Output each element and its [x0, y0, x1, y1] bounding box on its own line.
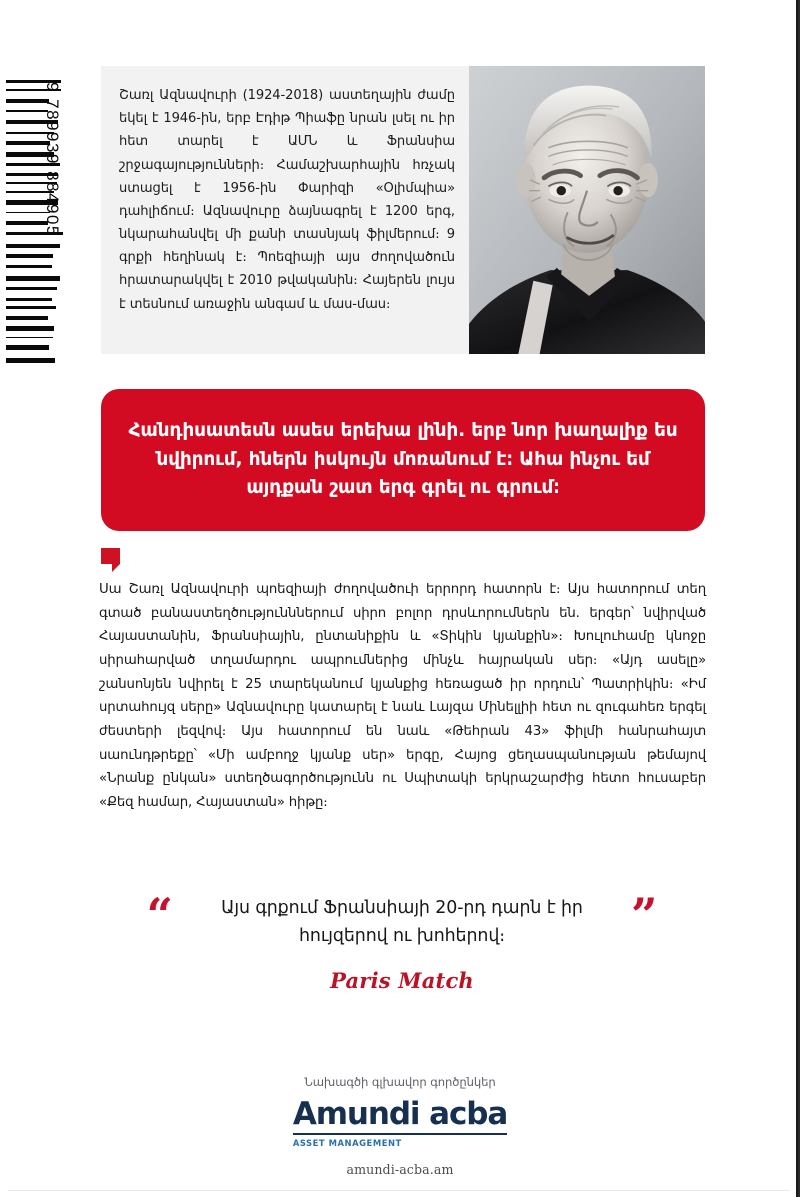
pullquote-text: Այս գրքում Ֆրանսիայի 20-րդ դարն է իր հույզերով ու խոհերով։ — [221, 898, 583, 946]
author-bio-panel — [101, 66, 705, 354]
sponsor-logo — [293, 1098, 507, 1148]
press-pullquote — [100, 888, 704, 993]
speech-bubble-tail — [112, 564, 120, 572]
sponsor-block — [0, 1075, 800, 1177]
pullquote-row — [100, 888, 704, 950]
quote-open-icon: “ — [146, 888, 173, 942]
speech-bubble-body — [101, 548, 120, 564]
highlight-quote-text: Հանդիսատեսն ասես երեխա լինի. երբ նոր խաղալիք ես նվիրում, հներն իսկույն մոռանում է։ Ահա ինչու եմ այդքան շատ երգ գրել ու գրում։ — [128, 419, 678, 499]
sponsor-logo-rule — [293, 1133, 507, 1136]
cover-spine-edge — [796, 0, 798, 1197]
book-description: Սա Շառլ Ազնավուրի պոեզիայի ժողովածուի երրորդ հատորն է։ Այս հատորում տեղ գտած բանաստեղծությունններում սիրո բոլոր դրսևորումներն են. երգեր՝ նվիրված Հայաստանին, Ֆրանսիային, ընտանիքին և «Տիկին կյանքին»։ Խուլուհամը կնոջը սիրահարված տղամարդու ապրումներից մինչև հայրական սեր։ «Այդ ասելը» շանսոնյեն նվիրել է 25 տարեկանում կյանքից հեռացած իր որդուն՝ Պատրիկին։ «Իմ սրտահույզ սերը» Ազնավուրը կատարել է նաև Լայզա Մինելլիի հետ ու զուգահեռ երգել ժեստերի լեզվով։ Այս հատորում են նաև «Թեհրան 43» ֆիլմի հանրահայտ սաունդթրեքը՝ «Մի ամբողջ կյանք սեր» երգը, Հայոց ցեղասպանության թեմայով «Նրանք ընկան» ստեղծագործությունն ու Սպիտակի երկրաշարժից հետո հուսաբեր «Քեզ համար, Հայաստան» հիթը։ — [99, 582, 706, 810]
author-portrait — [469, 66, 705, 354]
highlight-quote-banner — [101, 389, 705, 531]
quote-close-icon: ” — [631, 888, 658, 942]
speech-bubble-icon — [101, 548, 122, 572]
author-bio-text: Շառլ Ազնավուրի (1924-2018) աստեղային ժամը եկել է 1946-ին, երբ Էդիթ Պիաֆը նրան լսել ու իր հետ տարել է ԱՄՆ և Ֆրանսիա շրջագայությունների։ Համաշխարհային հռչակ ստացել է 1956-ին Փարիզի «Օլիմպիա» դահլիճում։ Ազնավուրը ձայնագրել է 1200 երգ, նկարահանվել մի քանի տասնյակ ֆիլմերում։ 9 գրքի հեղինակ է։ Պոեզիայի այս ժողովածուն հրատարակվել է 2010 թվականին։ Հայերեն լույս է տեսնում առաջին անգամ և մաս-մաս։ — [119, 88, 455, 312]
pullquote-source: Paris Match — [330, 968, 474, 993]
sponsor-caption: Նախագծի գլխավոր գործընկեր — [304, 1075, 496, 1089]
isbn-barcode — [6, 80, 98, 365]
barcode-digits: 9 789939 884905 — [43, 82, 62, 237]
sponsor-logo-name: Amundi acba — [292, 1096, 508, 1132]
sponsor-logo-tagline: ASSET MANAGEMENT — [292, 1138, 402, 1149]
sponsor-url: amundi-acba.am — [346, 1162, 454, 1178]
portrait-image — [469, 66, 705, 354]
cover-bottom-rule — [8, 1190, 790, 1191]
